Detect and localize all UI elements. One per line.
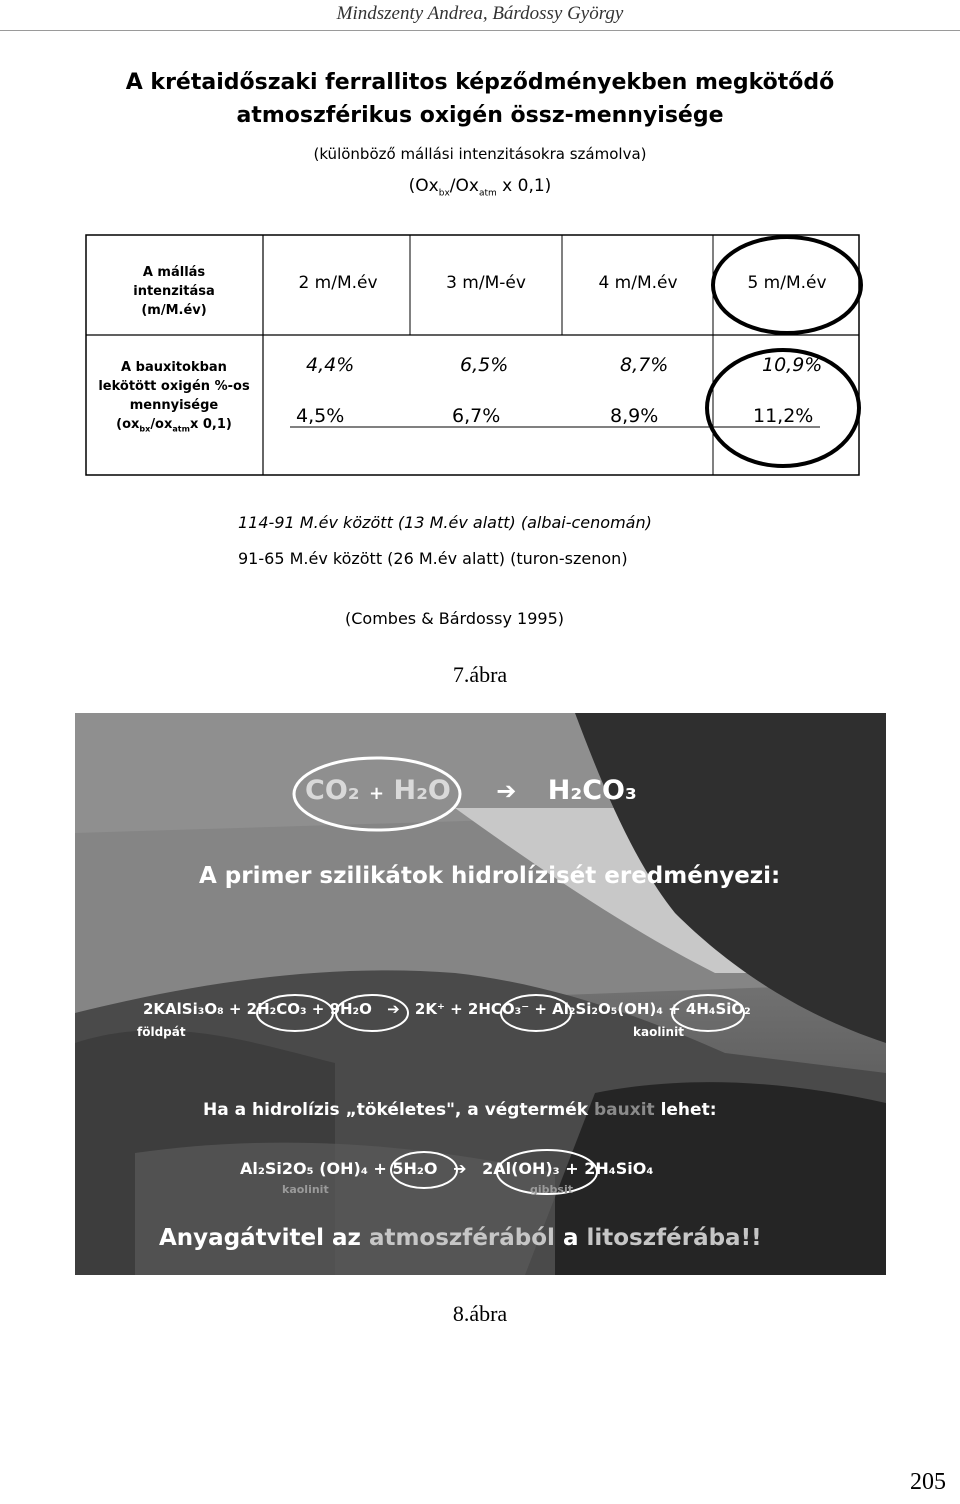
row2-label: A bauxitokban lekötött oxigén %-os mennyisége ($ox_{bx}/ox_{atm}x$ 0,1) xyxy=(98,360,250,434)
intensity-2: 2 m/M.év xyxy=(298,273,378,293)
hydrolysis-statement: A primer szilikátok hidrolízisét eredményezi: xyxy=(199,863,781,889)
intensity-5: 5 m/M.év xyxy=(747,273,827,293)
figure7-table-grid xyxy=(0,0,960,520)
conclusion: Anyagátvitel az atmoszférából a litoszférába!! xyxy=(159,1225,762,1251)
figure7-title-line1: A krétaidőszaki ferrallitos képződményekben megkötődő xyxy=(125,70,835,95)
label-kaolinit: kaolinit xyxy=(633,1025,684,1039)
label-kaolinit-2: kaolinit xyxy=(282,1183,329,1196)
value-r2-c2: 6,7% xyxy=(452,405,501,427)
value-r1-c4: 10,9% xyxy=(762,354,823,376)
value-r2-c1: 4,5% xyxy=(296,405,345,427)
figure8-caption: 8.ábra xyxy=(452,1301,508,1326)
value-r2-c3: 8,9% xyxy=(610,405,659,427)
figure7-subtitle: (különböző mállási intenzitásokra számolva) xyxy=(313,145,647,163)
row1-label: A mállás intenzitása (m/M.év) xyxy=(133,265,215,318)
reaction3: Al₂Si2O₅ (OH)₄ + 5H₂O ➔ 2Al(OH)₃ + 2H₄SiO₄ xyxy=(240,1159,654,1178)
figure7-source: (Combes & Bárdossy 1995) xyxy=(345,609,564,628)
reaction1: CO₂ + H₂O ➔ H₂CO₃ xyxy=(305,775,637,806)
page-number: 205 xyxy=(910,1469,946,1495)
note-period-2: 91-65 M.év között (26 M.év alatt) (turon-szenon) xyxy=(238,549,628,568)
label-gibbsit: gibbsit xyxy=(530,1183,573,1196)
value-r1-c2: 6,5% xyxy=(460,354,509,376)
running-header: Mindszenty Andrea, Bárdossy György xyxy=(336,3,624,24)
note-period-1: 114-91 M.év között (13 M.év alatt) (albai-cenomán) xyxy=(238,513,652,532)
figure8-slide xyxy=(75,713,886,1275)
value-r2-c4: 11,2% xyxy=(753,405,814,427)
figure7-title-line2: atmoszférikus oxigén össz-mennyisége xyxy=(236,103,724,128)
figure7-formula: ($Ox_{bx}/Ox_{atm}$ x 0,1) xyxy=(408,176,552,199)
figure7-caption: 7.ábra xyxy=(452,662,508,687)
intensity-4: 4 m/M.év xyxy=(598,273,678,293)
value-r1-c1: 4,4% xyxy=(306,354,355,376)
bauxite-condition: Ha a hidrolízis „tökéletes", a végtermék bauxit lehet: xyxy=(203,1100,717,1120)
label-foldpat: földpát xyxy=(137,1025,186,1039)
value-r1-c3: 8,7% xyxy=(620,354,669,376)
reaction2: 2KAlSi₃O₈ + 2H₂CO₃ + 9H₂O ➔ 2K⁺ + 2HCO₃⁻ + Al₂Si₂O₅(OH)₄ + 4H₄SiO₂ xyxy=(143,1000,751,1018)
intensity-3: 3 m/M-év xyxy=(446,273,526,293)
